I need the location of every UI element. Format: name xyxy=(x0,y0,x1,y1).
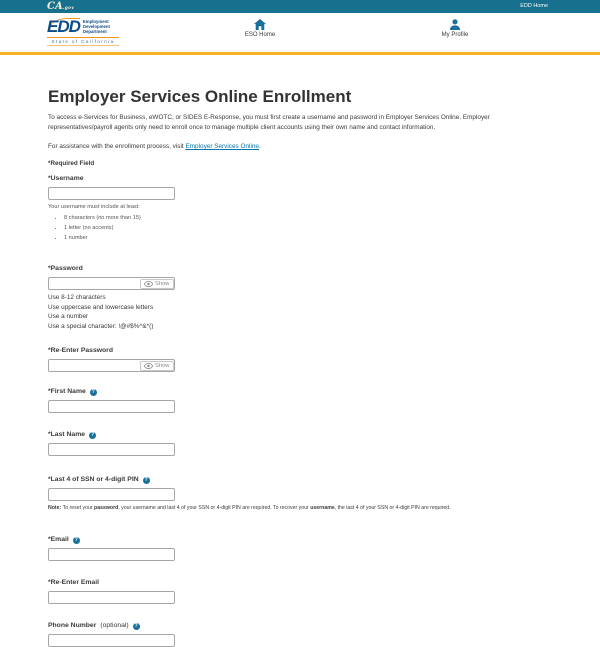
note-segment: Note: xyxy=(48,505,62,511)
last-name-field-group xyxy=(48,431,552,456)
password-hints xyxy=(48,293,552,331)
reenter-email-field-group xyxy=(48,579,552,604)
eye-icon xyxy=(144,363,153,369)
edd-dept-line: Department xyxy=(82,29,107,34)
last-name-label: *Last Name xyxy=(48,431,86,438)
email-field-group xyxy=(48,536,552,561)
nav-eso-home[interactable] xyxy=(220,19,300,38)
email-help-icon[interactable]: ? xyxy=(74,536,78,543)
edd-dept-line: Employment xyxy=(82,19,109,24)
email-label: *Email xyxy=(48,536,69,543)
page-title: Employer Services Online Enrollment xyxy=(48,87,352,106)
home-icon xyxy=(254,19,266,30)
note-segment: , the last 4 of your SSN or 4-digit PIN are required. xyxy=(334,505,451,511)
username-label: *Username xyxy=(48,175,84,182)
reenter-email-input[interactable] xyxy=(48,591,175,604)
note-segment: password xyxy=(94,505,119,511)
phone-input[interactable] xyxy=(48,634,175,647)
assistance-suffix: . xyxy=(258,143,261,150)
phone-field-group xyxy=(48,622,552,647)
ssn-pin-label: *Last 4 of SSN or 4-digit PIN xyxy=(48,476,139,483)
ca-gov-logo-suffix: .gov xyxy=(62,6,75,11)
username-input[interactable] xyxy=(48,187,175,200)
edd-logo[interactable] xyxy=(47,18,119,46)
first-name-field-group xyxy=(48,388,552,413)
first-name-input[interactable] xyxy=(48,400,175,413)
reenter-password-input-group xyxy=(48,359,175,372)
password-hint: Use uppercase and lowercase letters xyxy=(48,303,154,311)
first-name-label: *First Name xyxy=(48,388,86,395)
reenter-email-label: *Re-Enter Email xyxy=(48,579,99,586)
nav-eso-home-label: ESO Home xyxy=(244,32,276,38)
edd-dept-line: Development xyxy=(82,24,110,29)
reenter-password-label: *Re-Enter Password xyxy=(48,347,113,354)
ca-gov-logo-script: CA xyxy=(47,1,63,12)
assistance-prefix: For assistance with the enrollment process, visit xyxy=(48,143,186,150)
password-show-button[interactable] xyxy=(140,279,174,289)
username-rule: • 8 characters (no more than 15) xyxy=(64,215,552,221)
username-field-group xyxy=(48,175,552,241)
username-rule: • 1 letter (no accents) xyxy=(64,225,552,231)
password-label: *Password xyxy=(48,265,83,272)
reenter-password-show-button[interactable] xyxy=(140,361,174,371)
last-name-input[interactable] xyxy=(48,443,175,456)
first-name-help-icon[interactable]: ? xyxy=(91,388,95,395)
utility-bar xyxy=(0,0,600,13)
required-field-note: *Required Field xyxy=(48,160,95,167)
edd-logo-department xyxy=(83,18,110,34)
phone-optional-label: (optional) xyxy=(100,622,129,629)
gold-divider xyxy=(0,52,600,55)
username-rule: • 1 number xyxy=(64,235,552,241)
ssn-pin-note xyxy=(48,505,552,512)
password-hint: Use a number xyxy=(48,313,89,320)
ssn-pin-input[interactable] xyxy=(48,488,175,501)
username-rules-list xyxy=(64,215,552,241)
password-input-group xyxy=(48,277,175,290)
username-hint-title: Your username must include at least: xyxy=(48,204,140,210)
password-field-group xyxy=(48,265,552,331)
note-segment: To reset your xyxy=(61,505,95,511)
edd-home-link[interactable]: EDD Home xyxy=(520,3,548,9)
employer-services-online-link[interactable]: Employer Services Online xyxy=(185,143,259,150)
password-hint: Use a special character: !@#$%^&*() xyxy=(48,322,154,330)
eye-icon xyxy=(144,281,153,287)
password-hint: Use 8-12 characters xyxy=(48,294,106,301)
edd-logo-state: State of California xyxy=(47,37,119,46)
password-show-label: Show xyxy=(154,280,170,287)
last-name-help-icon[interactable]: ? xyxy=(91,431,95,438)
main-content xyxy=(0,87,600,647)
nav-my-profile[interactable] xyxy=(415,19,495,38)
nav-my-profile-label: My Profile xyxy=(441,32,469,38)
masthead xyxy=(0,13,600,52)
phone-label: Phone Number xyxy=(48,622,97,629)
ssn-pin-field-group xyxy=(48,476,552,512)
reenter-password-show-label: Show xyxy=(154,362,170,369)
note-segment: username xyxy=(310,505,335,511)
ssn-pin-help-icon[interactable]: ? xyxy=(144,476,148,483)
email-input[interactable] xyxy=(48,548,175,561)
edd-logo-acronym: EDD xyxy=(47,17,80,36)
profile-icon xyxy=(450,19,460,30)
assistance-paragraph xyxy=(48,142,552,151)
phone-help-icon[interactable]: ? xyxy=(134,622,138,629)
intro-paragraph: To access e-Services for Business, eWOTC, or SIDES E-Response, you must first create a username and password in Employer Services Online. Employer representatives/payroll agents only need to enroll once to manage multiple client accounts using their own name and contact information. xyxy=(48,114,490,131)
note-segment: , your username and last 4 of your SSN or 4-digit PIN are required. To recover your xyxy=(118,505,311,511)
reenter-password-field-group xyxy=(48,347,552,372)
